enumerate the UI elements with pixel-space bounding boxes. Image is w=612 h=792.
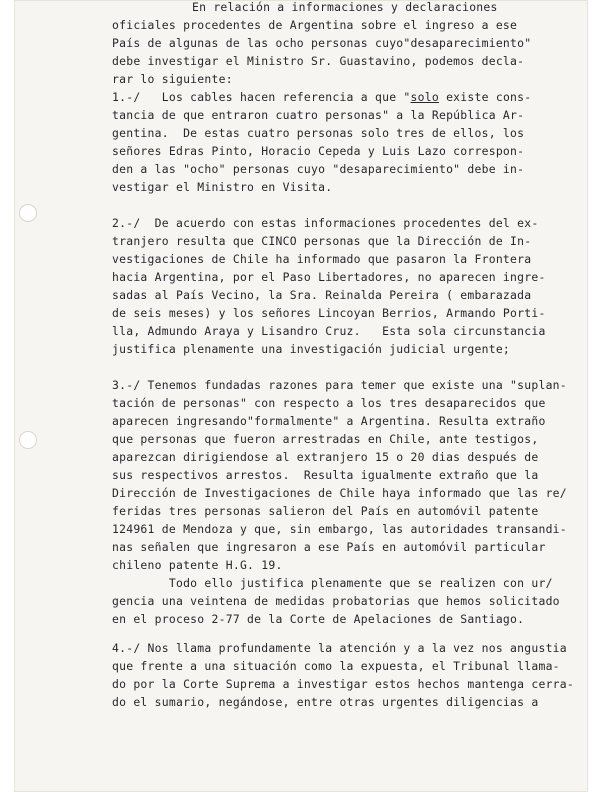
paragraph-3b-line: Todo ello justifica plenamente que se realizen con ur/ — [112, 576, 553, 590]
intro-line: rar lo siguiente: — [112, 72, 233, 86]
paragraph-3-line: 124961 de Mendoza y que, sin embargo, las autoridades transandi- — [112, 522, 567, 536]
intro-line: oficiales procedentes de Argentina sobre el ingreso a ese — [112, 18, 518, 32]
paragraph-3-line: chileno patente H.G. 19. — [112, 558, 283, 572]
paragraph-3-line: aparecen ingresando"formalmente" a Argentina. Resulta extraño — [112, 414, 546, 428]
paragraph-4-line: do el sumario, negándose, entre otras urgentes diligencias a — [112, 695, 539, 709]
paragraph-2-line: hacia Argentina, por el Paso Libertadores, no aparecen ingre- — [112, 270, 546, 284]
paragraph-gap — [112, 358, 582, 376]
paragraph-1-prefix: 1.-/ Los cables hacen referencia a que " — [112, 90, 411, 104]
paragraph-1-line: señores Edras Pinto, Horacio Cepeda y Luis Lazo correspon- — [112, 144, 525, 158]
intro-line: debe investigar el Ministro Sr. Guastavino, podemos decla- — [112, 54, 525, 68]
document-page — [14, 0, 588, 792]
paragraph-1-line: vestigar el Ministro en Visita. — [112, 180, 333, 194]
paragraph-2-line: justifica plenamente una investigación judicial urgente; — [112, 342, 511, 356]
paragraph-3-line: nas señalen que ingresaron a ese País en automóvil particular — [112, 540, 546, 554]
punch-hole-top — [20, 205, 36, 221]
paragraph-3-line: Dirección de Investigaciones de Chile haya informado que las re/ — [112, 486, 567, 500]
paragraph-3-line: tación de personas" con respecto a los tres desaparecidos que — [112, 396, 546, 410]
paragraph-3-line: 3.-/ Tenemos fundadas razones para temer que existe una "suplan- — [112, 378, 567, 392]
paragraph-3-line: que personas que fueron arrestradas en Chile, ante testigos, — [112, 432, 539, 446]
paragraph-2-line: 2.-/ De acuerdo con estas informaciones procedentes del ex- — [112, 216, 539, 230]
paragraph-1-line: den a las "ocho" personas cuyo "desaparecimiento" debe in- — [112, 162, 525, 176]
paragraph-2-line: sadas al País Vecino, la Sra. Reinalda Pereira ( embarazada — [112, 288, 532, 302]
paragraph-1-emphasis: solo — [410, 90, 439, 104]
punch-hole-bottom — [20, 432, 36, 448]
paragraph-1-line: tancia de que entraron cuatro personas" a la República Ar- — [112, 108, 525, 122]
paragraph-2-line: tranjero resulta que CINCO personas que la Dirección de In- — [112, 234, 532, 248]
paragraph-4-line: que frente a una situación como la expuesta, el Tribunal llama- — [112, 659, 560, 673]
paragraph-3-line: aparezcan dirigiendose al extranjero 15 o 20 dias después de — [112, 450, 539, 464]
document-body — [112, 0, 582, 711]
intro-line: País de algunas de las ocho personas cuyo"desaparecimiento" — [112, 36, 532, 50]
paragraph-2-line: vestigaciones de Chile ha informado que pasaron la Frontera — [112, 252, 532, 266]
paragraph-4-line: do por la Corte Suprema a investigar estos hechos mantenga cerra- — [112, 677, 575, 691]
paragraph-2-line: lla, Admundo Araya y Lisandro Cruz. Esta sola circunstancia — [112, 324, 546, 338]
paragraph-1-line: gentina. De estas cuatro personas solo tres de ellos, los — [112, 126, 525, 140]
paragraph-3-line: sus respectivos arrestos. Resulta igualmente extraño que la — [112, 468, 539, 482]
paragraph-4-line: 4.-/ Nos llama profundamente la atención y a la vez nos angustia — [112, 641, 567, 655]
paragraph-2-line: de seis meses) y los señores Lincoyan Berrios, Armando Porti- — [112, 306, 546, 320]
intro-line: En relación a informaciones y declaraciones — [192, 0, 498, 14]
paragraph-gap — [112, 196, 582, 214]
paragraph-3-line: feridas tres personas salieron del País en automóvil patente — [112, 504, 539, 518]
paragraph-1-suffix: existe cons- — [438, 90, 532, 104]
paragraph-3b-line: en el proceso 2-77 de la Corte de Apelaciones de Santiago. — [112, 612, 525, 626]
paragraph-3b-line: gencia una veintena de medidas probatorias que hemos solicitado — [112, 594, 560, 608]
paragraph-1-first-line — [112, 88, 582, 106]
paragraph-gap — [112, 628, 582, 639]
